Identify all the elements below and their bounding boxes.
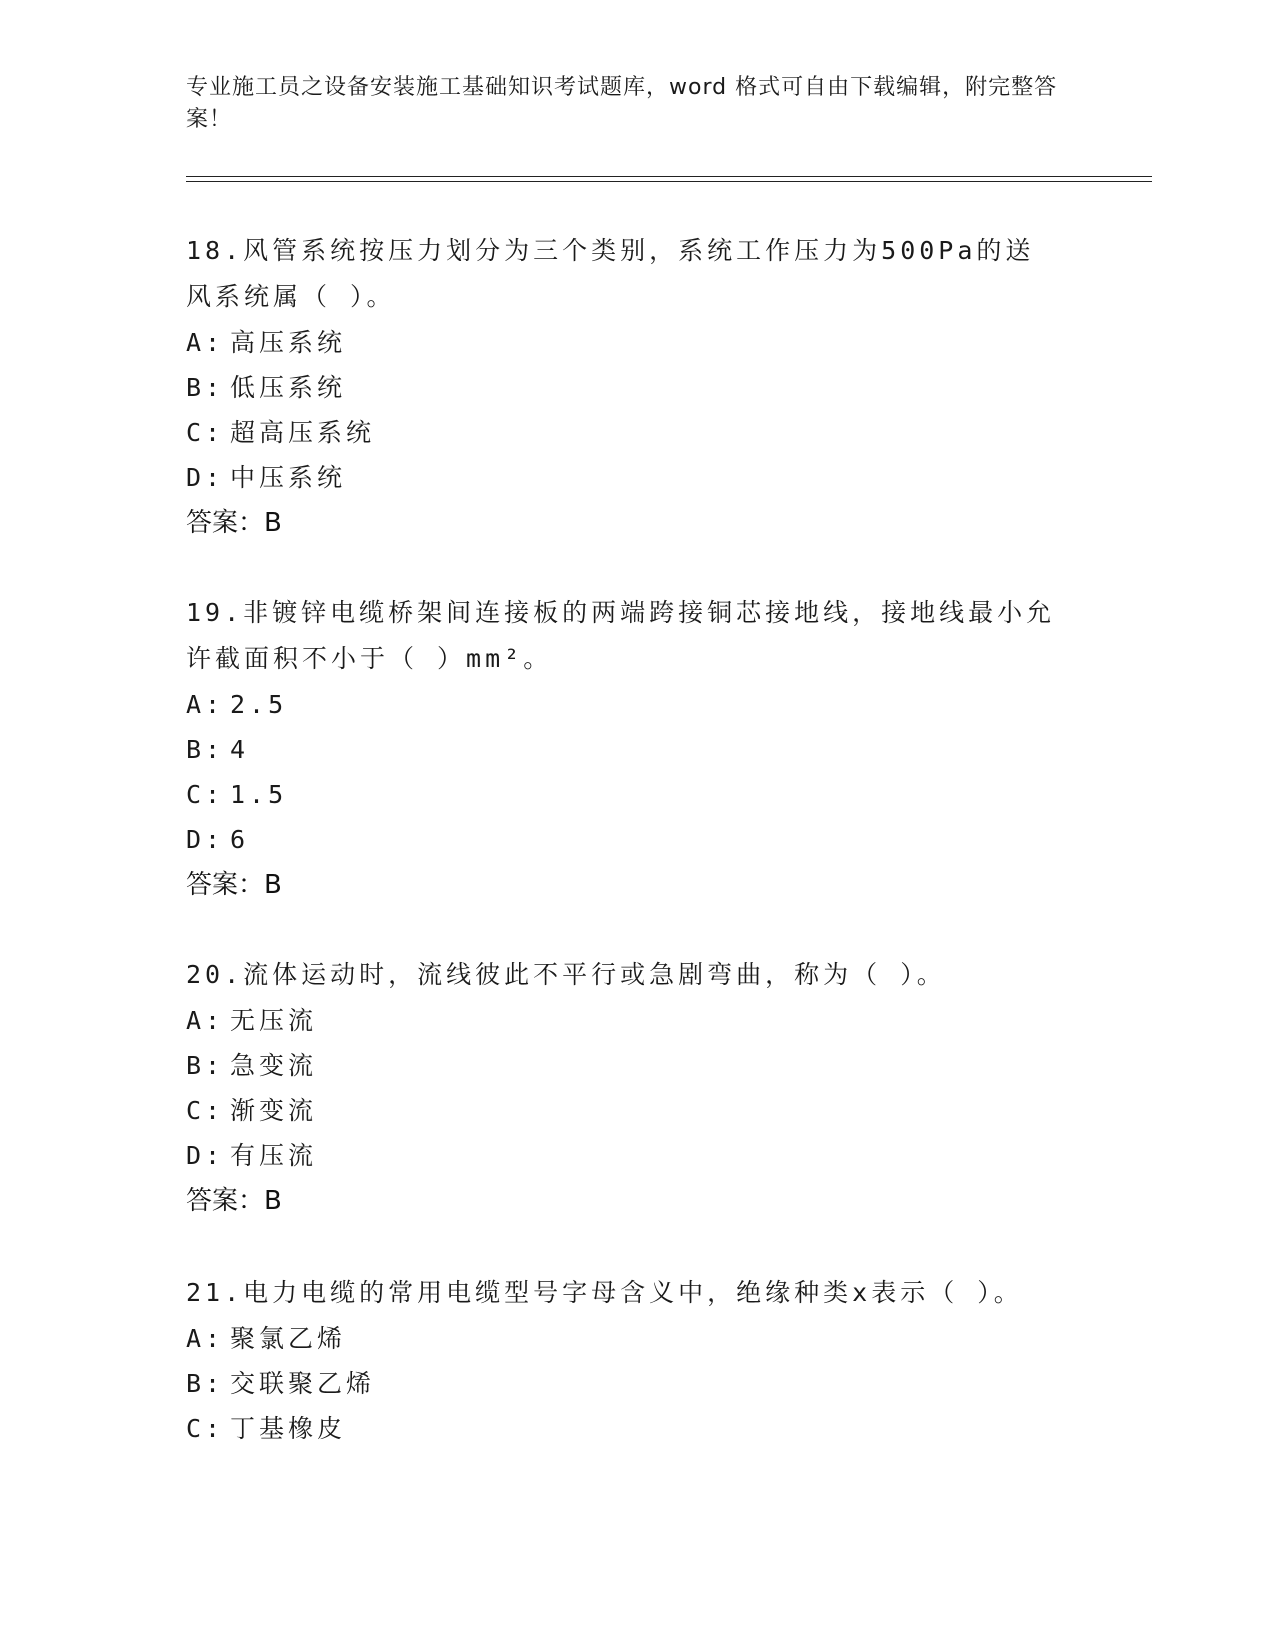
option-b xyxy=(186,1361,1086,1406)
option-letter: C: xyxy=(186,780,225,809)
option-b xyxy=(186,365,1056,410)
option-text: 6 xyxy=(230,825,250,854)
option-d xyxy=(186,817,1056,862)
option-text: 4 xyxy=(230,735,250,764)
question-text: 18.风管系统按压力划分为三个类别，系统工作压力为500Pa的送风系统属（ ）。 xyxy=(186,236,1035,311)
answer-label: 答案： xyxy=(186,508,265,538)
question-item xyxy=(186,952,1086,1224)
option-letter: A: xyxy=(186,1006,225,1035)
document-header: 专业施工员之设备安装施工基础知识考试题库，word 格式可自由下载编辑，附完整答案！ xyxy=(186,75,1058,132)
option-letter: D: xyxy=(186,825,225,854)
option-b xyxy=(186,1043,1086,1088)
option-text: 无压流 xyxy=(230,1006,318,1035)
option-text: 低压系统 xyxy=(230,373,347,402)
answer-value: B xyxy=(264,508,282,538)
option-letter: B: xyxy=(186,735,225,764)
option-letter: B: xyxy=(186,373,225,402)
option-d xyxy=(186,1133,1086,1178)
question-text: 21.电力电缆的常用电缆型号字母含义中，绝缘种类x表示（ ）。 xyxy=(186,1278,1023,1307)
header-divider-top xyxy=(186,176,1152,177)
answer-line xyxy=(186,500,1056,546)
option-b xyxy=(186,727,1056,772)
answer-label: 答案： xyxy=(186,1186,265,1216)
option-letter: C: xyxy=(186,1414,225,1443)
question-item xyxy=(186,1270,1086,1451)
question-item xyxy=(186,228,1056,546)
option-text: 有压流 xyxy=(230,1141,318,1170)
option-letter: B: xyxy=(186,1051,225,1080)
answer-line xyxy=(186,862,1056,908)
option-letter: C: xyxy=(186,1096,225,1125)
option-letter: B: xyxy=(186,1369,225,1398)
question-item xyxy=(186,590,1056,908)
answer-label: 答案： xyxy=(186,870,265,900)
header-divider-bottom xyxy=(186,181,1152,182)
option-text: 聚氯乙烯 xyxy=(230,1324,347,1353)
option-a xyxy=(186,682,1056,727)
option-letter: D: xyxy=(186,1141,225,1170)
option-text: 2.5 xyxy=(230,690,288,719)
option-text: 1.5 xyxy=(230,780,288,809)
option-letter: C: xyxy=(186,418,225,447)
option-text: 渐变流 xyxy=(230,1096,318,1125)
option-text: 超高压系统 xyxy=(230,418,376,447)
option-d xyxy=(186,455,1056,500)
option-c xyxy=(186,772,1056,817)
question-text: 20.流体运动时，流线彼此不平行或急剧弯曲，称为（ ）。 xyxy=(186,960,946,989)
option-text: 丁基橡皮 xyxy=(230,1414,347,1443)
answer-value: B xyxy=(264,1186,282,1216)
option-text: 中压系统 xyxy=(230,463,347,492)
option-c xyxy=(186,1406,1086,1451)
answer-line xyxy=(186,1178,1086,1224)
option-a xyxy=(186,320,1056,365)
option-letter: A: xyxy=(186,328,225,357)
option-a xyxy=(186,1316,1086,1361)
option-c xyxy=(186,410,1056,455)
option-text: 急变流 xyxy=(230,1051,318,1080)
option-letter: A: xyxy=(186,690,225,719)
option-text: 交联聚乙烯 xyxy=(230,1369,376,1398)
answer-value: B xyxy=(264,870,282,900)
option-text: 高压系统 xyxy=(230,328,347,357)
option-letter: D: xyxy=(186,463,225,492)
option-a xyxy=(186,998,1086,1043)
question-text: 19.非镀锌电缆桥架间连接板的两端跨接铜芯接地线，接地线最小允许截面积不小于（ ）mm²。 xyxy=(186,598,1056,673)
option-c xyxy=(186,1088,1086,1133)
option-letter: A: xyxy=(186,1324,225,1353)
